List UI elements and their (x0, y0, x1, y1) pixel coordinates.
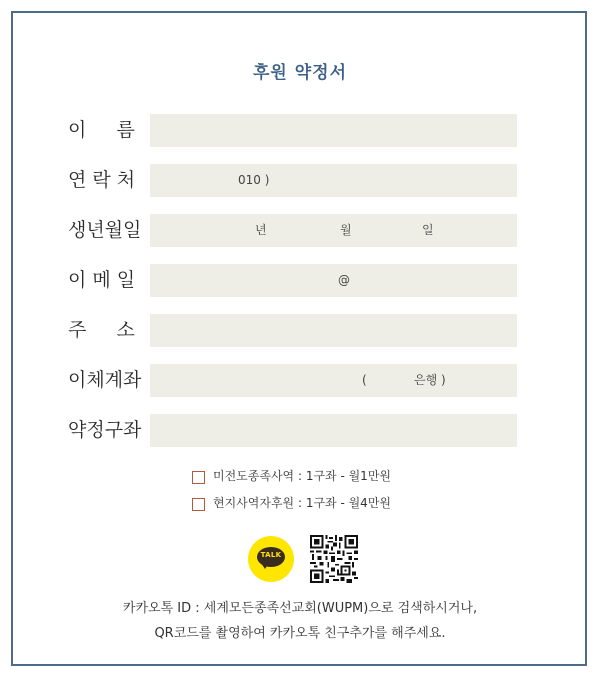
account-field[interactable] (150, 364, 517, 397)
qr-code-icon[interactable] (310, 535, 358, 583)
name-label: 이 름 (68, 119, 135, 141)
birthdate-day-unit: 일 (422, 223, 434, 237)
email-at-sign: @ (338, 273, 350, 287)
kakao-talk-badge: TALK (260, 551, 282, 559)
birthdate-field[interactable] (150, 214, 517, 247)
name-field[interactable] (150, 114, 517, 147)
email-field[interactable] (150, 264, 517, 297)
email-label: 이 메 일 (68, 269, 136, 291)
footer-qr-instruction: QR코드를 촬영하여 카카오톡 친구추가를 해주세요. (154, 626, 446, 641)
account-open-paren: ( (362, 373, 367, 387)
address-field[interactable] (150, 314, 517, 347)
option-local-worker-checkbox[interactable] (192, 498, 205, 511)
account-bank-suffix: 은행 ) (414, 373, 446, 387)
pledge-units-field[interactable] (150, 414, 517, 447)
birthdate-label: 생년월일 (68, 219, 142, 241)
speech-bubble-tail (261, 563, 269, 569)
option-unreached-label: 미전도종족사역 : 1구좌 - 월1만원 (213, 469, 392, 483)
option-unreached-checkbox[interactable] (192, 471, 205, 484)
kakaotalk-icon[interactable] (248, 536, 294, 582)
option-local-worker-label: 현지사역자후원 : 1구좌 - 월4만원 (213, 496, 392, 510)
phone-field[interactable] (150, 164, 517, 197)
phone-prefix: 010 ) (238, 173, 270, 187)
footer-kakao-id-text: 카카오톡 ID : 세계모든종족선교회(WUPM)으로 검색하시거나, (122, 601, 478, 616)
form-title: 후원 약정서 (252, 63, 348, 83)
phone-label: 연 락 처 (68, 169, 136, 191)
pledge-units-label: 약정구좌 (68, 419, 142, 441)
address-label: 주 소 (68, 319, 135, 341)
birthdate-year-unit: 년 (255, 223, 267, 237)
account-label: 이체계좌 (68, 369, 142, 391)
birthdate-month-unit: 월 (340, 223, 352, 237)
